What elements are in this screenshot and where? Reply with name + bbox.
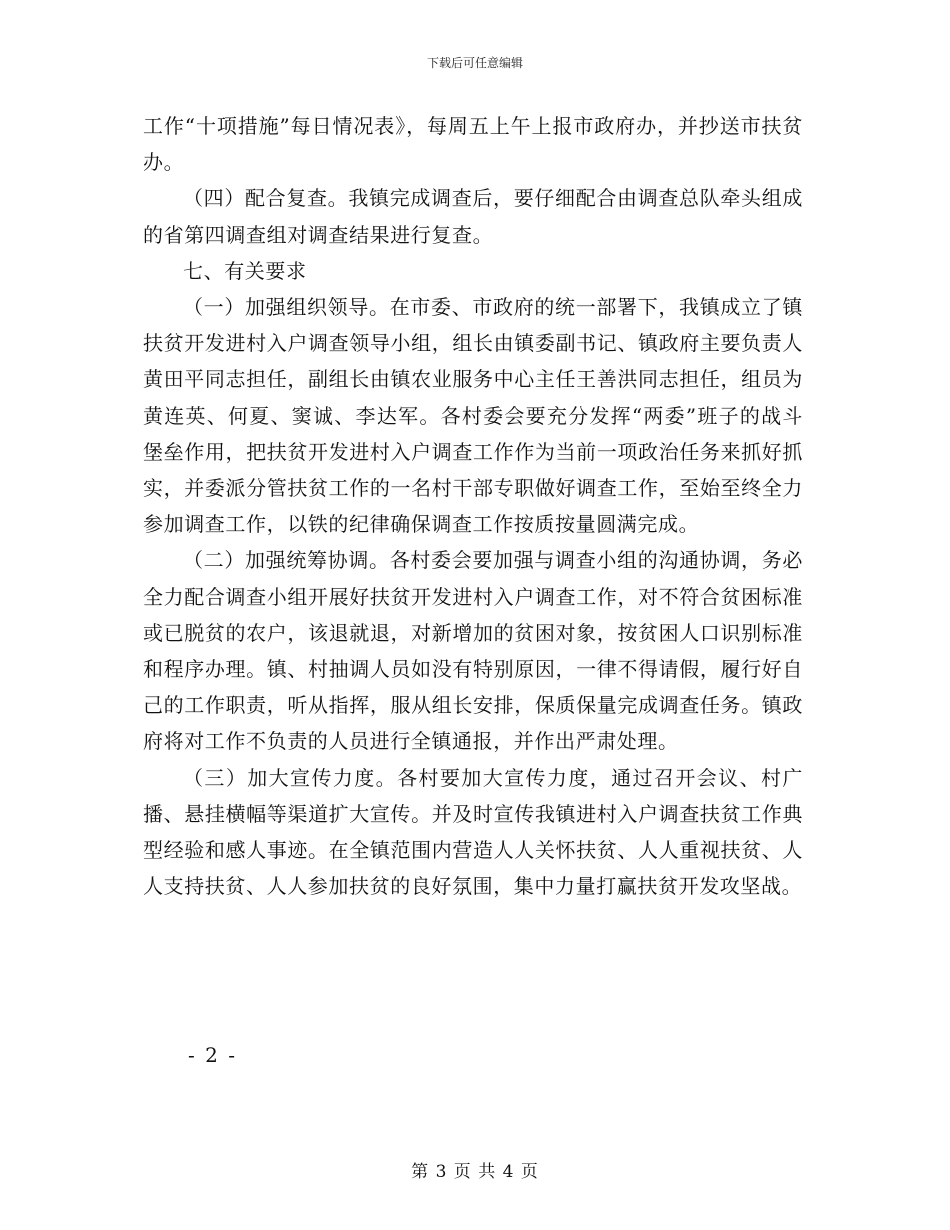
paragraph-requirement-2: （二）加强统筹协调。各村委会要加强与调查小组的沟通协调，务必全力配合调查小组开展好扶贫开发进村入户调查工作，对不符合贫困标准或已脱贫的农户，该退就退，对新增加的贫困对象，按贫困人口识别标准和程序办理。镇、村抽调人员如没有特别原因，一律不得请假，履行好自己的工作职责，听从指挥，服从组长安排，保质保量完成调查任务。镇政府将对工作不负责的人员进行全镇通报，并作出严肃处理。 [143,548,803,754]
inner-page-number: - 2 - [188,1043,237,1067]
document-body [143,108,803,904]
page-footer: 第 3 页 共 4 页 [411,1162,539,1182]
paragraph-section-4: （四）配合复查。我镇完成调查后，要仔细配合由调查总队牵头组成的省第四调查组对调查结果进行复查。 [143,186,803,247]
paragraph-continuation: 工作“十项措施”每日情况表》，每周五上午上报市政府办，并抄送市扶贫办。 [143,114,803,175]
paragraph-requirement-3: （三）加大宣传力度。各村要加大宣传力度，通过召开会议、村广播、悬挂横幅等渠道扩大宣传。并及时宣传我镇进村入户调查扶贫工作典型经验和感人事迹。在全镇范围内营造人人关怀扶贫、人人重视扶贫、人人支持扶贫、人人参加扶贫的良好氛围，集中力量打赢扶贫开发攻坚战。 [143,765,803,899]
page-header: 下载后可任意编辑 [426,56,523,70]
section-heading-requirements: 七、有关要求 [183,258,307,283]
paragraph-requirement-1: （一）加强组织领导。在市委、市政府的统一部署下，我镇成立了镇扶贫开发进村入户调查领导小组，组长由镇委副书记、镇政府主要负责人黄田平同志担任，副组长由镇农业服务中心主任王善洪同志担任，组员为黄连英、何夏、窦诚、李达军。各村委会要充分发挥“两委”班子的战斗堡垒作用，把扶贫开发进村入户调查工作作为当前一项政治任务来抓好抓实，并委派分管扶贫工作的一名村干部专职做好调查工作，至始至终全力参加调查工作，以铁的纪律确保调查工作按质按量圆满完成。 [143,295,803,537]
